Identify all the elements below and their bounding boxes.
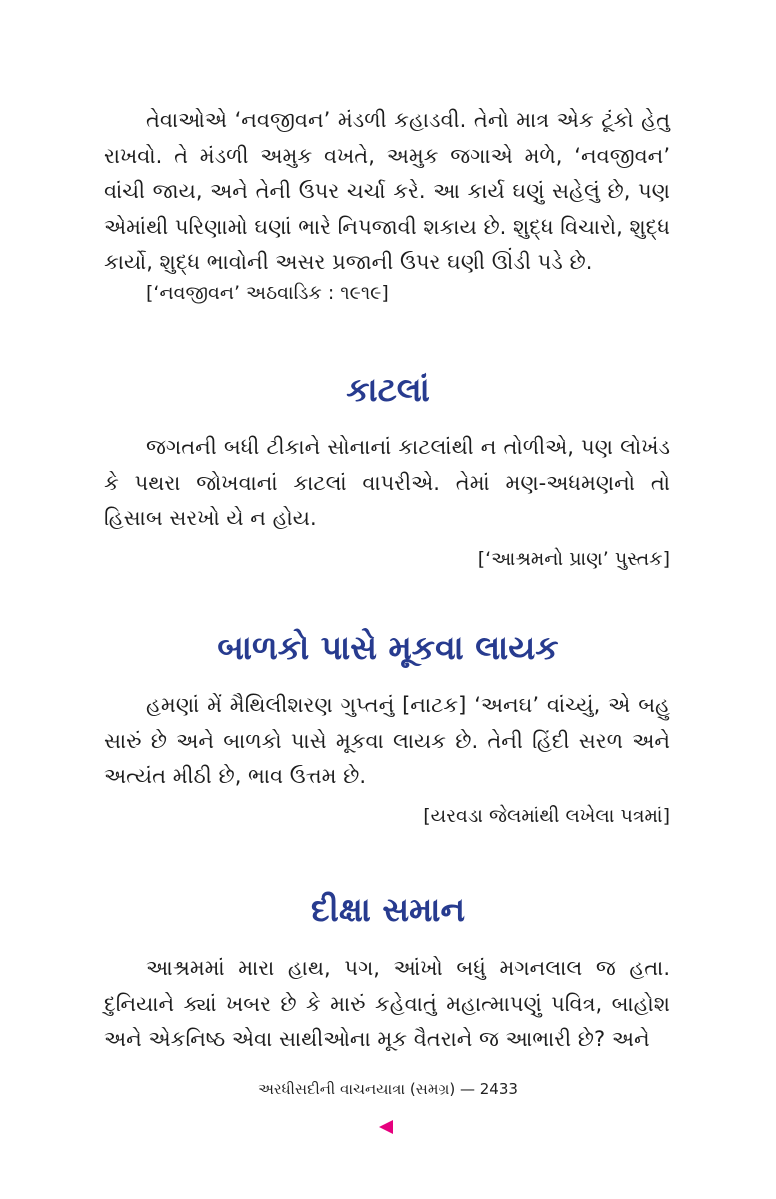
source-citation-navjivan: [‘નવજીવન’ અઠવાડિક : ૧૯૧૯]: [146, 282, 389, 304]
heading-balko: બાળકો પાસે મૂકવા લાયક: [217, 628, 559, 667]
paragraph-diksha: [104, 951, 670, 1058]
paragraph-diksha-text: આશ્રમમાં મારા હાથ, પગ, આંખો બધું મગનલાલ જ હતા. દુનિયાને ક્યાં ખબર છે કે મારું કહેવાતું મહાત્માપણું પવિત્ર, બાહોશ અને એકનિષ્ઠ એવા સાથીઓના મૂક વૈતરાને જ આભારી છે? અને: [104, 956, 670, 1051]
paragraph-balko: [104, 688, 670, 795]
paragraph-katlan-text: જગતની બધી ટીકાને સોનાનાં કાટલાંથી ન તોળીએ, પણ લોખંડ કે પથરા જોખવાનાં કાટલાં વાપરીએ. તેમાં મણ-અધમણનો તો હિસાબ સરખો યે ન હોય.: [104, 435, 670, 530]
paragraph-navjivan-text: તેવાઓએ ‘નવજીવન’ મંડળી કહાડવી. તેનો માત્ર એક ટૂંકો હેતુ રાખવો. તે મંડળી અમુક વખતે, અમુક જગાએ મળે, ‘નવજીવન’ વાંચી જાય, અને તેની ઉપર ચર્ચા કરે. આ કાર્ય ઘણું સહેલું છે, પણ એમાંથી પરિણામો ઘણાં ભારે નિપજાવી શકાય છે. શુદ્ધ વિચારો, શુદ્ધ કાર્યો, શુદ્ધ ભાવોની અસર પ્રજાની ઉપર ઘણી ઊંડી પડે છે.: [104, 108, 671, 274]
heading-diksha: દીક્ષા સમાન: [310, 890, 466, 929]
page-footer: અરધીસદીની વાચનયાત્રા (સમગ્ર) — 2433: [258, 1080, 518, 1098]
heading-katlan: કાટલાં: [346, 370, 430, 409]
triangle-left-icon[interactable]: [379, 1120, 393, 1134]
paragraph-navjivan: [104, 103, 670, 281]
paragraph-balko-text: હમણાં મેં મૈથિલીશરણ ગુપ્તનું [નાટક] ‘અનઘ’ વાંચ્યું, એ બહુ સારું છે અને બાળકો પાસે મૂકવા લાયક છે. તેની હિંદી સરળ અને અત્યંત મીઠી છે, ભાવ ઉત્તમ છે.: [104, 693, 670, 788]
paragraph-katlan: [104, 430, 670, 537]
source-citation-ashram: [‘આશ્રમનો પ્રાણ’ પુસ્તક]: [477, 548, 670, 570]
source-citation-yeravda: [યરવડા જેલમાંથી લખેલા પત્રમાં]: [423, 805, 670, 827]
